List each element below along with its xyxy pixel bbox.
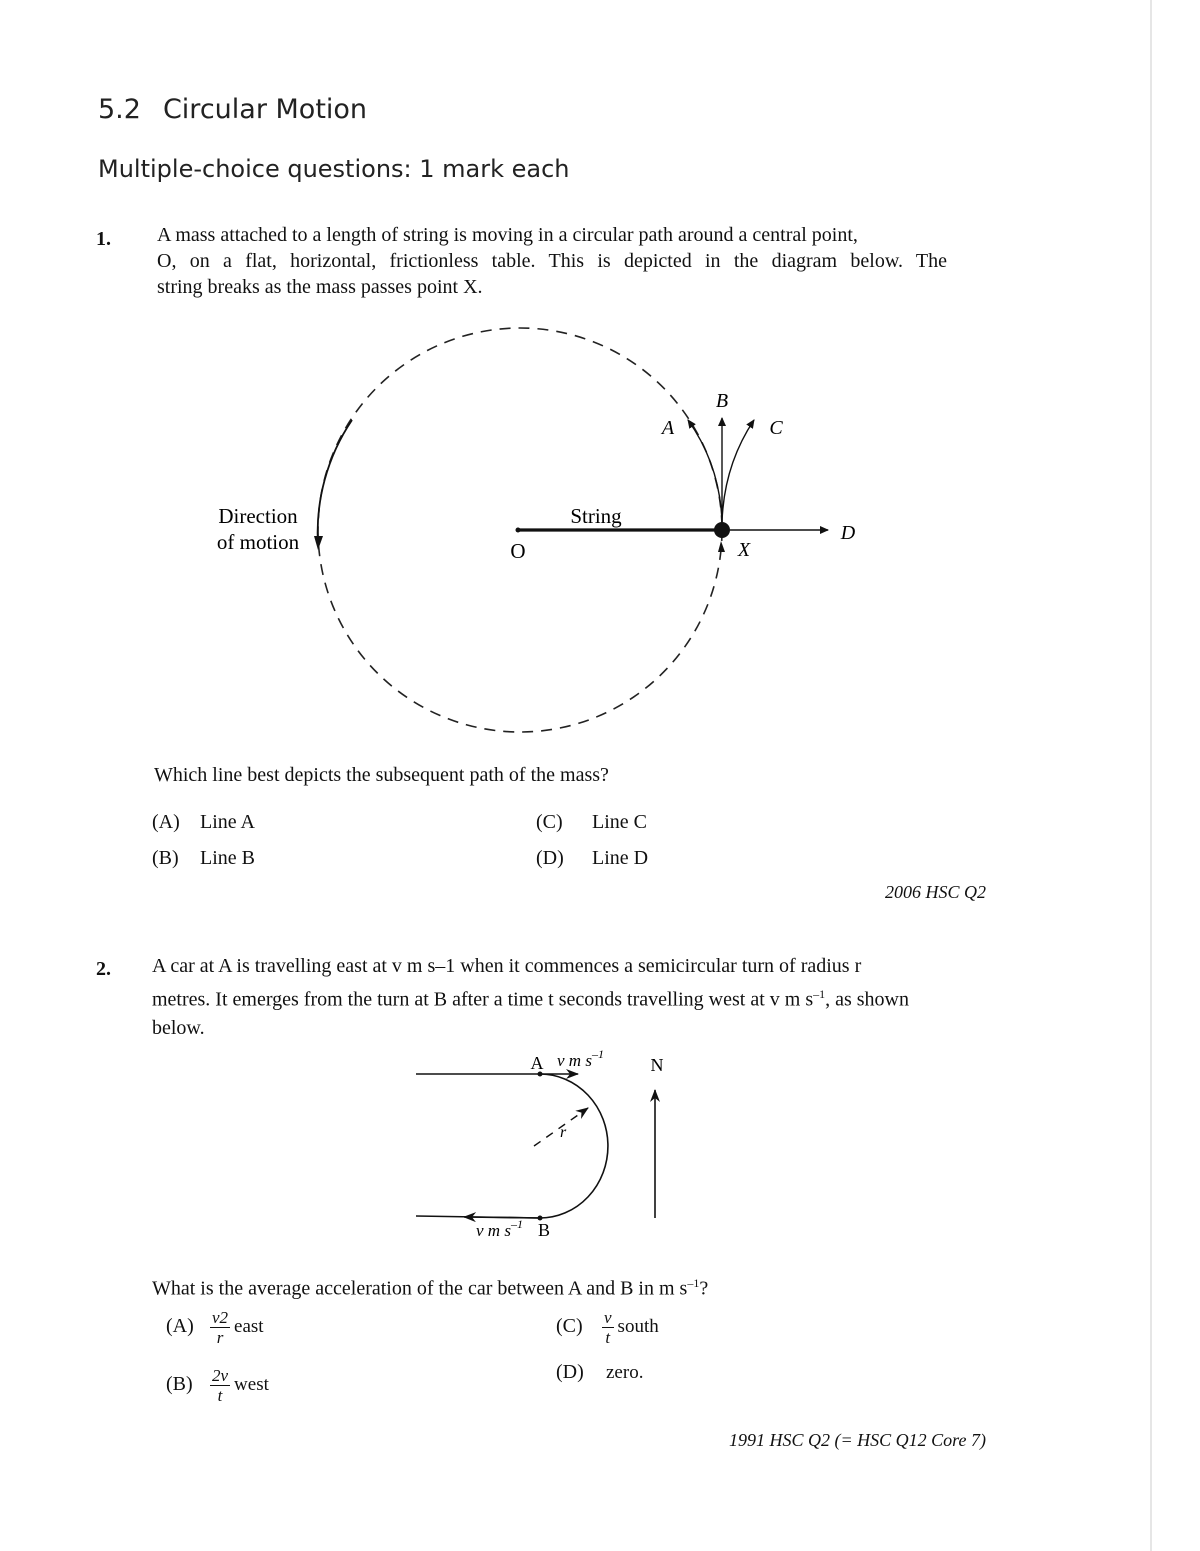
fraction-denominator: r: [210, 1327, 230, 1347]
string-label: String: [570, 504, 622, 528]
option-text: Line A: [200, 811, 255, 833]
question-1-line: O, on a flat, horizontal, frictionless table. This is depicted in the diagram below. The: [157, 250, 947, 272]
option-letter: (B): [166, 1373, 193, 1396]
line-c-label: C: [769, 417, 783, 439]
option-letter: (C): [536, 811, 563, 833]
option-letter: (A): [166, 1315, 194, 1338]
option-fraction: [210, 1308, 230, 1347]
option-letter: (B): [152, 847, 179, 869]
question-2-number: 2.: [96, 958, 111, 980]
question-2-sup: –1: [813, 987, 826, 1001]
question-2-line-tail: , as shown: [825, 988, 909, 1011]
option-text: Line C: [592, 811, 647, 833]
question-2-prompt-end: ?: [699, 1277, 709, 1300]
question-2-line: A car at A is travelling east at v m s–1 when it commences a semicircular turn of radius r: [152, 955, 862, 977]
option-letter: (A): [152, 811, 180, 833]
question-2-prompt: [152, 1270, 708, 1302]
north-label: N: [650, 1055, 664, 1075]
fraction-numerator: v2: [212, 1308, 229, 1327]
option-text: zero.: [606, 1362, 644, 1383]
question-1-line: A mass attached to a length of string is moving in a circular path around a central point,: [157, 224, 858, 246]
fraction-denominator: t: [602, 1327, 614, 1347]
fraction-numerator: 2v: [212, 1366, 229, 1385]
speed-a-sup: –1: [591, 1047, 604, 1061]
line-b-label: B: [715, 390, 729, 412]
q2-option-c: [556, 1308, 659, 1347]
option-text: east: [234, 1316, 264, 1338]
speed-b-text: v m s: [476, 1221, 511, 1240]
fraction-numerator: v: [604, 1308, 612, 1327]
option-letter: (D): [536, 847, 564, 869]
line-a-label: A: [661, 417, 675, 439]
question-2-prompt-main: What is the average acceleration of the car between A and B in m s: [152, 1277, 688, 1300]
speed-b: [476, 1217, 523, 1240]
question-2-line-main: metres. It emerges from the turn at B after a time t seconds travelling west at v m s: [152, 988, 814, 1011]
q2-option-b: [166, 1366, 269, 1405]
q2-option-d: [556, 1361, 643, 1384]
fraction-denominator: t: [210, 1385, 230, 1405]
section-number: 5.2: [98, 94, 141, 125]
line-d-label: D: [840, 522, 856, 544]
q2-source: 1991 HSC Q2 (= HSC Q12 Core 7): [729, 1430, 986, 1450]
west-arrow: [464, 1217, 540, 1218]
speed-a: [557, 1047, 604, 1070]
speed-a-text: v m s: [557, 1051, 592, 1070]
direction-label-2: of motion: [216, 530, 300, 554]
option-text: Line D: [592, 847, 649, 869]
radius-label: r: [560, 1124, 567, 1141]
direction-label-1: Direction: [218, 504, 298, 528]
question-1-line: string breaks as the mass passes point X.: [157, 276, 483, 298]
section-title: Circular Motion: [162, 94, 368, 125]
question-2-line: below.: [152, 1016, 205, 1039]
question-1-prompt: Which line best depicts the subsequent path of the mass?: [154, 764, 609, 786]
option-fraction: [210, 1366, 230, 1405]
center-label: O: [510, 539, 526, 563]
option-text: south: [617, 1316, 659, 1338]
option-letter: (C): [556, 1315, 583, 1338]
option-text: Line B: [200, 847, 255, 869]
q2-option-a: [166, 1308, 264, 1347]
point-x-label: X: [737, 539, 751, 561]
q1-source: 2006 HSC Q2: [884, 882, 986, 902]
subheading: Multiple-choice questions: 1 mark each: [98, 155, 570, 183]
question-1-number: 1.: [96, 228, 111, 250]
semicircular-turn: [540, 1074, 608, 1218]
label-a: A: [530, 1053, 544, 1073]
question-2-prompt-sup: –1: [687, 1276, 700, 1290]
speed-b-sup: –1: [510, 1217, 523, 1231]
label-b: B: [537, 1220, 551, 1240]
option-text: west: [234, 1374, 269, 1396]
option-letter: (D): [556, 1361, 584, 1383]
option-fraction: [602, 1308, 614, 1347]
